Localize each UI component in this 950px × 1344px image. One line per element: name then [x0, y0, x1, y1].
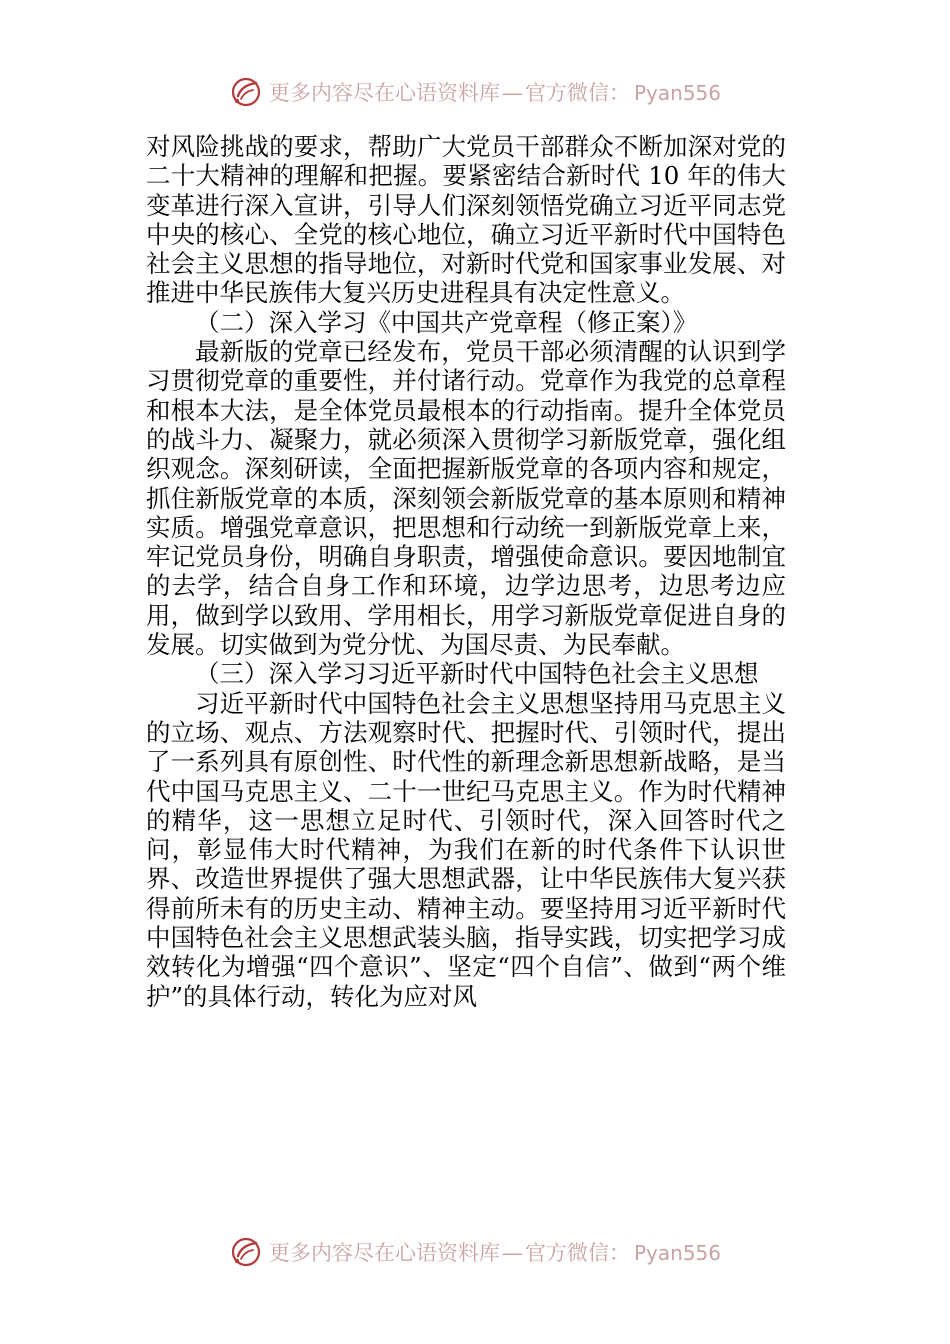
- header-watermark: [0, 72, 950, 112]
- footer-watermark-text: [269, 1237, 721, 1267]
- footer-watermark: [0, 1232, 950, 1272]
- document-body: [146, 132, 786, 1011]
- brand-logo-icon: [229, 75, 263, 109]
- brand-logo-icon: [229, 1235, 263, 1269]
- header-watermark-text: [269, 77, 721, 107]
- footer-separator: —: [501, 1241, 523, 1265]
- section-heading-2: （二）深入学习《中国共产党章程（修正案）》: [195, 307, 698, 337]
- header-wechat-label: 官方微信：: [524, 81, 630, 105]
- paragraph-xi-thought: 习近平新时代中国特色社会主义思想坚持用马克思主义的立场、观点、方法观察时代、把握时代、引领时代，提出了一系列具有原创性、时代性的新理念新思想新战略，是当代中国马克思主义、二十一世纪马克思主义。作为时代精神的精华，这一思想立足时代、引领时代，深入回答时代之问，彰显伟大时代精神，为我们在新的时代条件下认识世界、改造世界提供了强大思想武器，让中华民族伟大复兴获得前所未有的历史主动、精神主动。要坚持用习近平新时代中国特色社会主义思想武装头脑，指导实践，切实把学习成效转化为增强“四个意识”、坚定“四个自信”、做到“两个维护”的具体行动，转化为应对风: [146, 688, 786, 1011]
- header-separator: —: [501, 81, 523, 105]
- header-brand-text: 更多内容尽在心语资料库: [268, 81, 500, 105]
- footer-brand-text: 更多内容尽在心语资料库: [268, 1241, 500, 1265]
- footer-wechat-label: 官方微信：: [524, 1241, 630, 1265]
- paragraph-continued: 对风险挑战的要求，帮助广大党员干部群众不断加深对党的二十大精神的理解和把握。要紧密结合新时代 10 年的伟大变革进行深入宣讲，引导人们深刻领悟党确立习近平同志党中央的核心、全党的核心地位，确立习近平新时代中国特色社会主义思想的指导地位，对新时代党和国家事业发展、对推进中华民族伟大复兴历史进程具有决定性意义。: [146, 132, 786, 308]
- section-heading-3: （三）深入学习习近平新时代中国特色社会主义思想: [195, 659, 759, 689]
- footer-wechat-id: Pyan556: [633, 1241, 721, 1265]
- paragraph-party-constitution: 最新版的党章已经发布，党员干部必须清醒的认识到学习贯彻党章的重要性，并付诸行动。党章作为我党的总章程和根本大法，是全体党员最根本的行动指南。提升全体党员的战斗力、凝聚力，就必须深入贯彻学习新版党章，强化组织观念。深刻研读，全面把握新版党章的各项内容和规定，抓住新版党章的本质，深刻领会新版党章的基本原则和精神实质。增强党章意识，把思想和行动统一到新版党章上来，牢记党员身份，明确自身职责，增强使命意识。要因地制宜的去学，结合自身工作和环境，边学边思考，边思考边应用，做到学以致用、学用相长，用学习新版党章促进自身的发展。切实做到为党分忧、为国尽责、为民奉献。: [146, 337, 786, 660]
- header-wechat-id: Pyan556: [633, 81, 721, 105]
